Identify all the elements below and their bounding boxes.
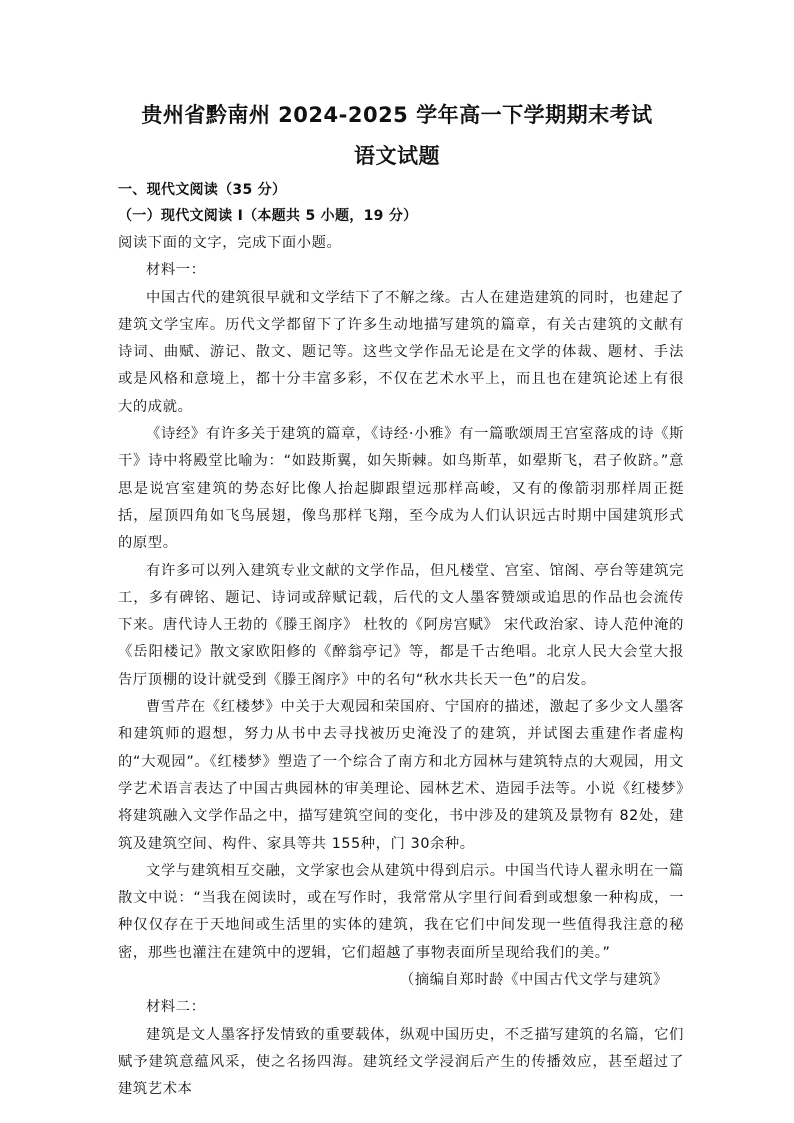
source-citation: （摘编自郑时龄《中国古代文学与建筑》 bbox=[399, 972, 668, 989]
paragraph: 有许多可以列入建筑专业文献的文学作品，但凡楼堂、宫室、馆阁、亭台等建筑完工，多有碑铭、题记、诗词或辞赋记载，后代的文人墨客赞颂或追思的作品也会流传下来。唐代诗人王勃的《滕王阁序》 杜牧的《阿房宫赋》 宋代政治家、诗人范仲淹的《岳阳楼记》散文家欧阳修的《醉翁亭记》等，都是千古绝唱。北京人民大会堂大报告厅顶棚的设计就受到《滕王阁序》中的名句“秋水共长天一色”的启发。 bbox=[118, 562, 684, 688]
document-subtitle: 语文试题 bbox=[354, 144, 440, 168]
paragraph: 文学与建筑相互交融，文学家也会从建筑中得到启示。中国当代诗人翟永明在一篇散文中说：“当我在阅读时，或在写作时，我常常从字里行间看到或想象一种构成，一种仅仅存在于天地间或生活里的实体的建筑，我在它们中间发现一些值得我注意的秘密，那些也灌注在建筑中的逻辑，它们超越了事物表面所呈现给我们的美。” bbox=[118, 862, 684, 961]
material-two-label: 材料二： bbox=[146, 999, 206, 1016]
section-heading: 一、现代文阅读（35 分） bbox=[118, 182, 287, 198]
material-one-label: 材料一： bbox=[146, 262, 206, 279]
paragraph: 中国古代的建筑很早就和文学结下了不解之缘。古人在建造建筑的同时，也建起了建筑文学宝库。历代文学都留下了许多生动地描写建筑的篇章，有关古建筑的文献有诗词、曲赋、游记、散文、题记等。这些文学作品无论是在文学的体裁、题材、手法或是风格和意境上，都十分丰富多彩，不仅在艺术水平上，而且也在建筑论述上有很大的成就。 bbox=[118, 289, 684, 415]
paragraph: 建筑是文人墨客抒发情致的重要载体，纵观中国历史，不乏描写建筑的名篇，它们赋予建筑意蕴风采，使之名扬四海。建筑经文学浸润后产生的传播效应，甚至超过了建筑艺术本 bbox=[118, 1026, 684, 1098]
paragraph: 曹雪芹在《红楼梦》中关于大观园和荣国府、宁国府的描述，激起了多少文人墨客和建筑师的遐想，努力从书中去寻找被历史淹没了的建筑，并试图去重建作者虚构的“大观园”。《红楼梦》塑造了一个综合了南方和北方园林与建筑特点的大观园，用文学艺术语言表达了中国古典园林的审美理论、园林艺术、造园手法等。小说《红楼梦》将建筑融入文学作品之中，描写建筑空间的变化，书中涉及的建筑及景物有 82处，建筑及建筑空间、构件、家具等共 155种，门 30余种。 bbox=[118, 699, 684, 852]
reading-passage bbox=[118, 230, 684, 1104]
instruction-text: 阅读下面的文字，完成下面小题。 bbox=[118, 235, 342, 251]
section-subheading: （一）现代文阅读 I（本题共 5 小题，19 分） bbox=[118, 208, 418, 224]
paragraph: 《诗经》有许多关于建筑的篇章，《诗经·小雅》有一篇歌颂周王宫室落成的诗《斯干》诗中将殿堂比喻为：“如跂斯翼，如矢斯棘。如鸟斯革，如翚斯飞，君子攸跻。”意思是说宫室建筑的势态好比像人抬起脚跟望远那样高峻，又有的像箭羽那样周正挺括，屋顶四角如飞鸟展翅，像鸟那样飞翔，至今成为人们认识远古时期中国建筑形式的原型。 bbox=[118, 426, 684, 552]
document-title: 贵州省黔南州 2024-2025 学年高一下学期期末考试 bbox=[141, 103, 653, 127]
